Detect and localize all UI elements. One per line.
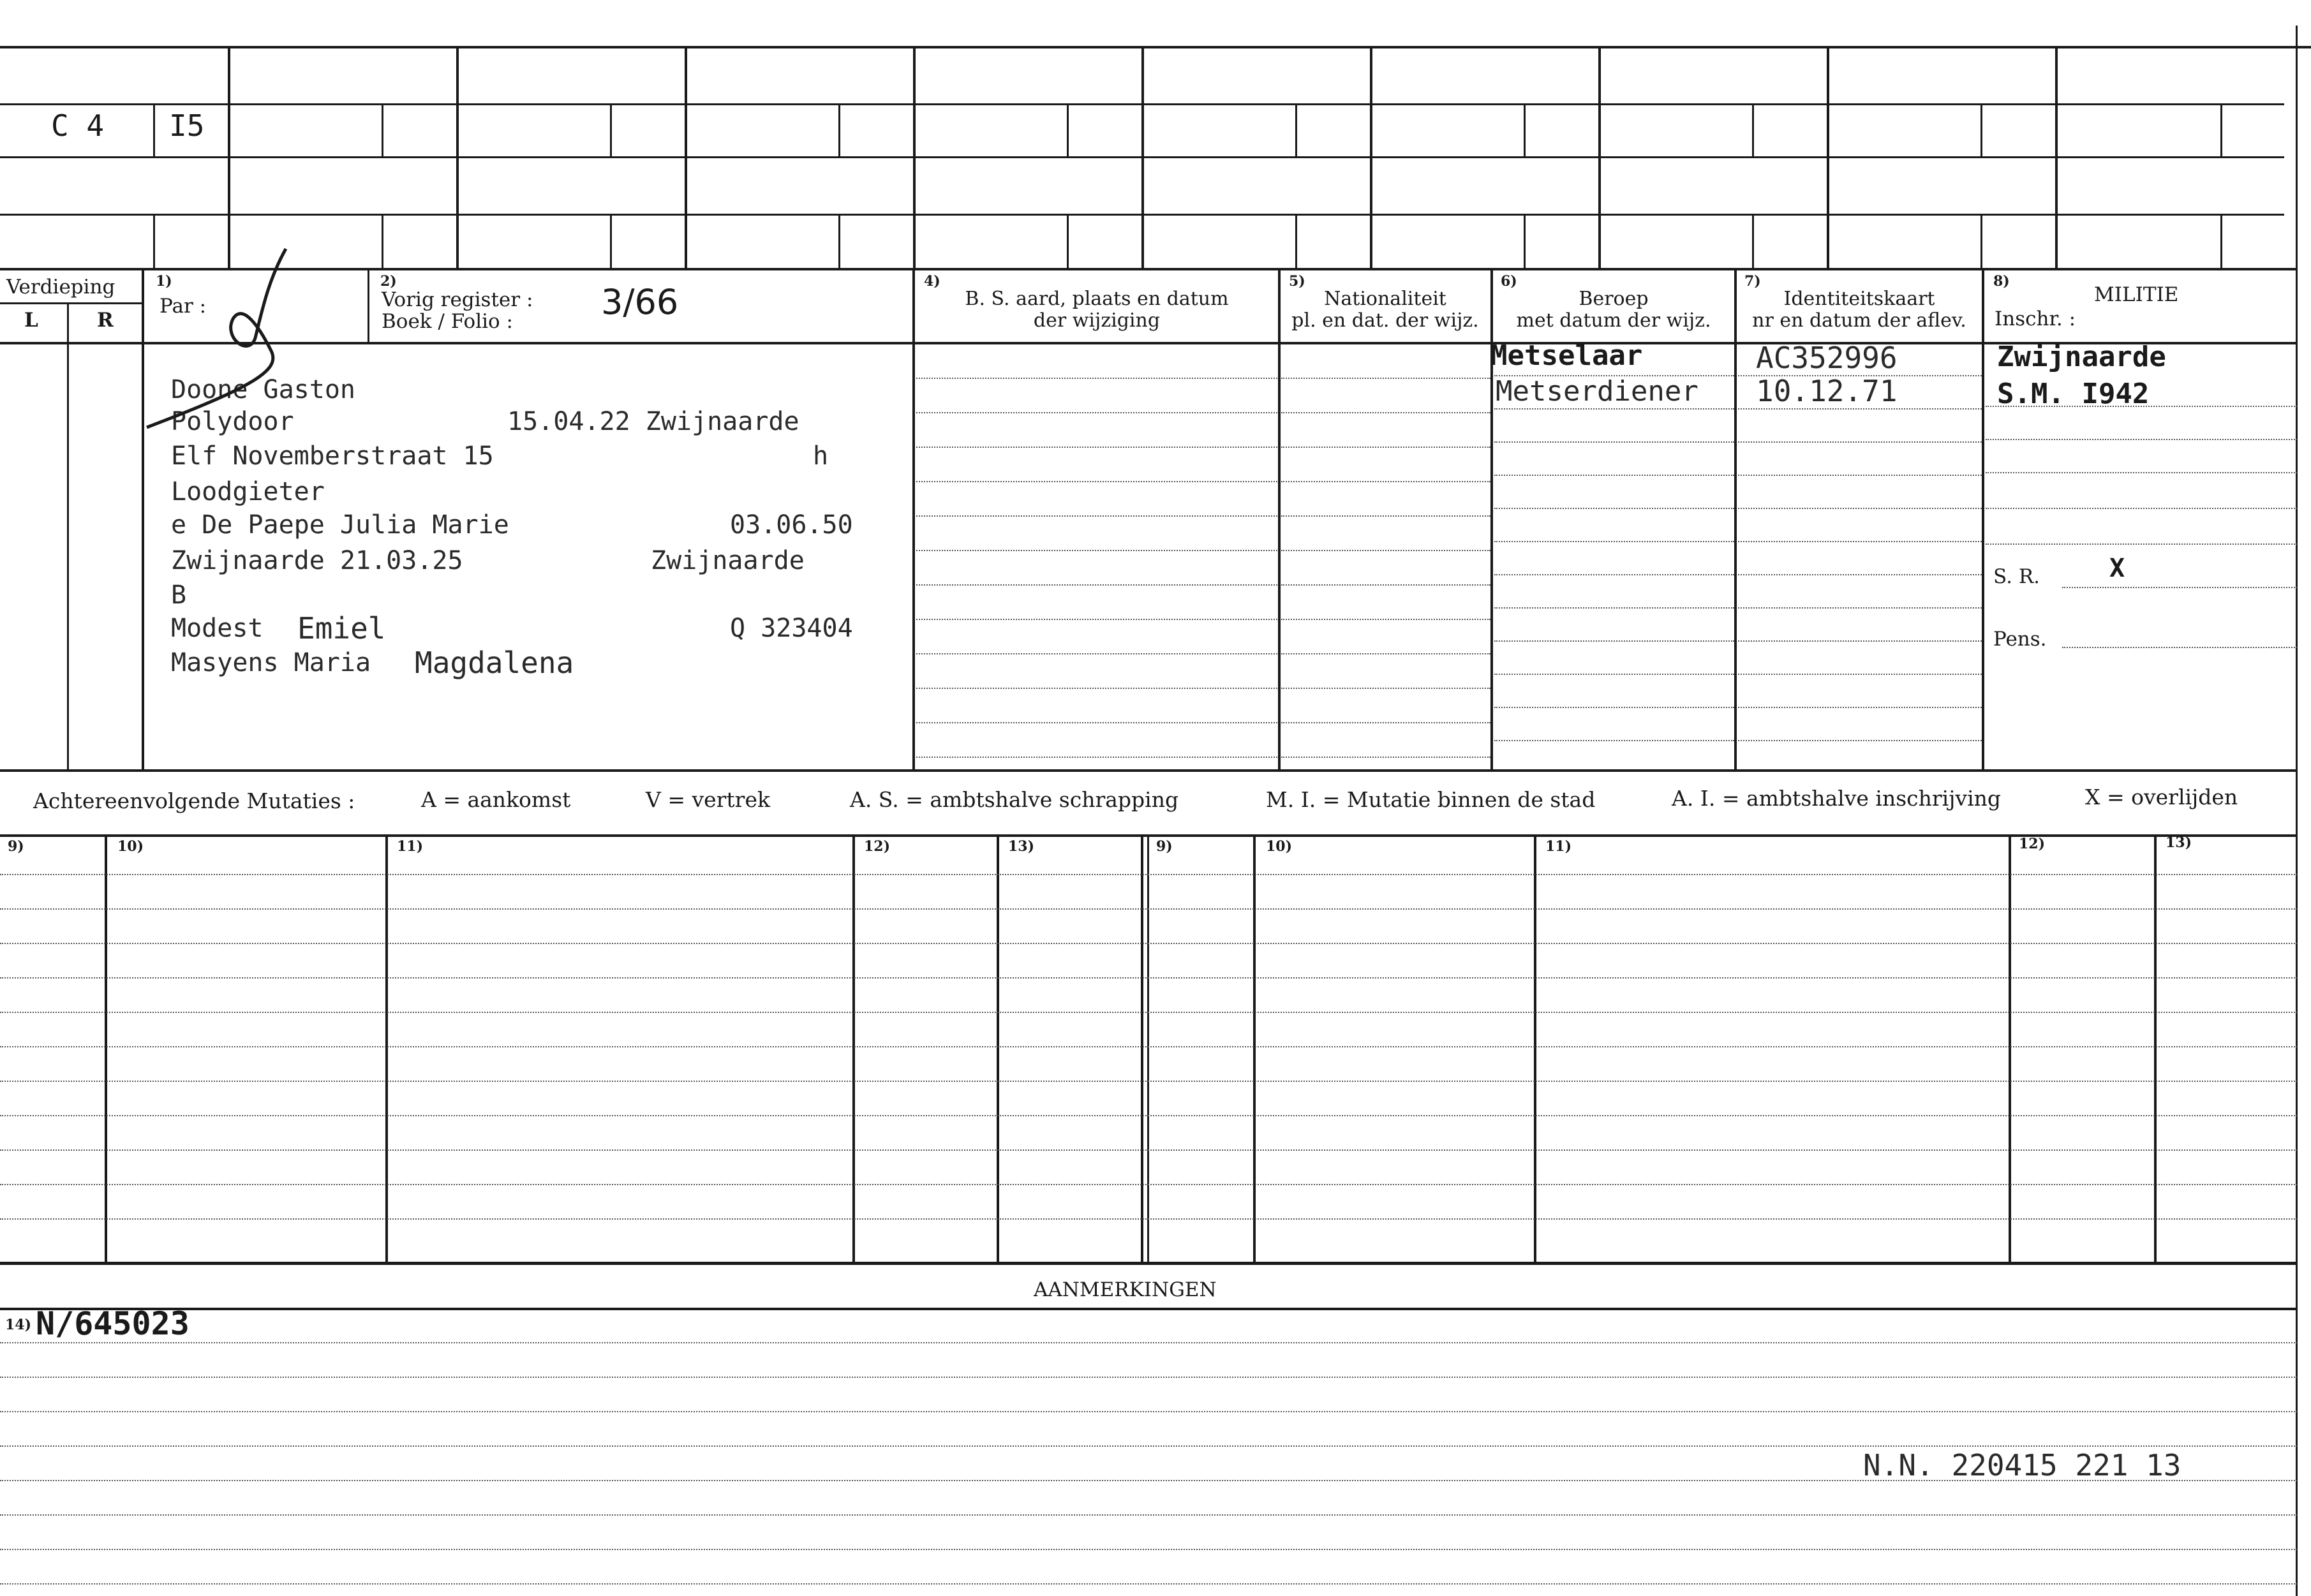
mut-col-10a: 10) bbox=[117, 838, 144, 855]
mut-col-9a: 9) bbox=[8, 838, 24, 855]
col8-number: 8) bbox=[1993, 273, 2010, 290]
person-status: B bbox=[171, 580, 187, 610]
aanmerkingen-code: N/645023 bbox=[36, 1305, 189, 1342]
person-spouse-place: Zwijnaarde bbox=[651, 546, 805, 575]
col6-title: Beroep bbox=[1579, 288, 1649, 310]
militie-pens-label: Pens. bbox=[1993, 628, 2047, 651]
mutatie-as: A. S. = ambtshalve schrapping bbox=[850, 787, 1179, 812]
mut-col-12a: 12) bbox=[864, 838, 891, 855]
col5-title: Nationaliteit bbox=[1324, 288, 1446, 310]
col6-subtitle: met datum der wijz. bbox=[1516, 309, 1711, 332]
col4-number: 4) bbox=[924, 273, 940, 290]
col1-par-label: Par : bbox=[160, 295, 207, 318]
col5-subtitle: pl. en dat. der wijz. bbox=[1291, 309, 1479, 332]
mutatie-mi: M. I. = Mutatie binnen de stad bbox=[1266, 787, 1596, 812]
person-father: Modest bbox=[171, 614, 264, 643]
person-father-name: Emiel bbox=[297, 611, 386, 646]
mutaties-title: Achtereenvolgende Mutaties : bbox=[33, 788, 355, 813]
col2-folio-value: 3/66 bbox=[601, 282, 679, 322]
verdieping-right: R bbox=[97, 309, 114, 332]
col2-boek-folio: Boek / Folio : bbox=[382, 310, 513, 333]
mut-col-9b: 9) bbox=[1156, 838, 1173, 855]
col8-militie: MILITIE bbox=[2094, 283, 2179, 306]
mutatie-x: X = overlijden bbox=[2085, 785, 2238, 809]
identity-card-date: 10.12.71 bbox=[1756, 374, 1898, 408]
militie-sm: S.M. I942 bbox=[1997, 378, 2150, 410]
militie-sr-value: X bbox=[2109, 554, 2125, 583]
person-spouse-birth: Zwijnaarde 21.03.25 bbox=[171, 546, 463, 575]
person-name: Doone Gaston bbox=[171, 375, 355, 404]
person-marriage-date: 03.06.50 bbox=[730, 510, 853, 540]
person-address-suffix: h bbox=[813, 441, 829, 471]
mut-col-13b: 13) bbox=[2166, 834, 2192, 851]
verdieping-left: L bbox=[24, 309, 38, 332]
signature-mark bbox=[140, 242, 306, 434]
mut-col-11b: 11) bbox=[1545, 838, 1572, 855]
mut-col-10b: 10) bbox=[1266, 838, 1293, 855]
col7-number: 7) bbox=[1744, 273, 1761, 290]
person-profession: Loodgieter bbox=[171, 477, 325, 506]
col6-number: 6) bbox=[1501, 273, 1517, 290]
col5-number: 5) bbox=[1289, 273, 1305, 290]
person-firstname: Polydoor bbox=[171, 407, 294, 436]
mut-col-12b: 12) bbox=[2019, 836, 2046, 852]
person-mother: Masyens Maria bbox=[171, 648, 371, 677]
aanmerkingen-number: 14) bbox=[5, 1317, 32, 1333]
col7-subtitle: nr en datum der aflev. bbox=[1752, 309, 1966, 332]
col2-number: 2) bbox=[380, 273, 397, 290]
identity-card-number: AC352996 bbox=[1756, 341, 1898, 375]
militie-place: Zwijnaarde bbox=[1997, 341, 2166, 373]
mutatie-ai: A. I. = ambtshalve inschrijving bbox=[1672, 786, 2002, 811]
col4-subtitle: der wijziging bbox=[1033, 309, 1161, 332]
grid-row-code: C 4 bbox=[51, 108, 105, 143]
col1-number: 1) bbox=[156, 273, 172, 290]
national-number: N.N. 220415 221 13 bbox=[1863, 1448, 2181, 1482]
col2-vorig-register: Vorig register : bbox=[382, 288, 533, 311]
person-mother-name: Magdalena bbox=[415, 646, 574, 680]
mut-col-13a: 13) bbox=[1008, 838, 1035, 855]
person-spouse: e De Paepe Julia Marie bbox=[171, 510, 509, 540]
col4-title: B. S. aard, plaats en datum bbox=[965, 288, 1229, 310]
mutatie-v: V = vertrek bbox=[646, 787, 770, 812]
aanmerkingen-title: AANMERKINGEN bbox=[1034, 1278, 1217, 1301]
person-birth: 15.04.22 Zwijnaarde bbox=[507, 407, 799, 436]
mut-col-11a: 11) bbox=[397, 838, 424, 855]
beroep-1: Metselaar bbox=[1490, 339, 1643, 372]
col7-title: Identiteitskaart bbox=[1783, 288, 1935, 310]
militie-sr-label: S. R. bbox=[1993, 565, 2040, 588]
verdieping-label: Verdieping bbox=[6, 276, 115, 299]
person-id-code: Q 323404 bbox=[730, 614, 853, 643]
col8-inschr-label: Inschr. : bbox=[1995, 307, 2076, 330]
person-address: Elf Novemberstraat 15 bbox=[171, 441, 494, 471]
beroep-2: Metserdiener bbox=[1496, 375, 1698, 408]
mutatie-a: A = aankomst bbox=[421, 787, 571, 812]
grid-row-number: I5 bbox=[169, 108, 205, 143]
